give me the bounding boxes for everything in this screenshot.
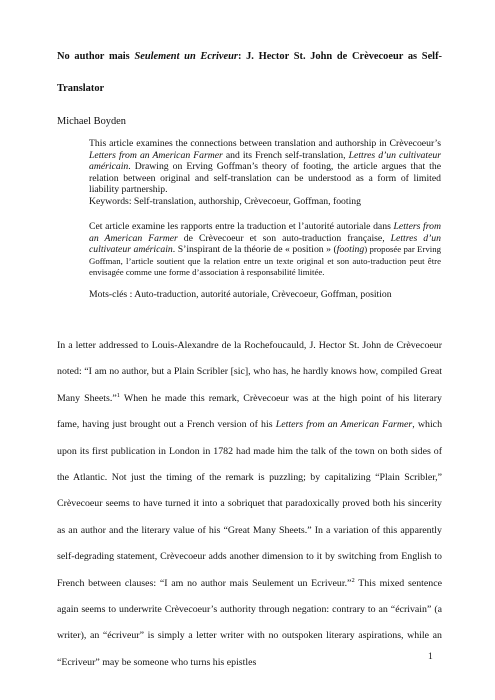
footnote-ref-2[interactable]: 2: [351, 576, 355, 584]
keywords-english: Keywords: Self-translation, authorship, Crèvecoeur, Goffman, footing: [89, 196, 361, 207]
title-line-1: No author mais Seulement un Ecriveur: J. Hector St. John de Crèvecoeur as Self-: [57, 51, 442, 62]
footnote-ref-1[interactable]: 1: [116, 391, 120, 399]
abstract-english: This article examines the connections between translation and authorship in Crèvecoeur’s Letters from an American Farmer and its French self-translation, Lettres d’un cultivateur américain. Drawing on Erving Goffman’s theory of footing, the article argues that the relation between original and self-translation can be understood as a form of limited liability partnership.: [89, 138, 441, 196]
body-paragraph: In a letter addressed to Louis-Alexandre de la Rochefoucauld, J. Hector St. John de Crèvecoeur noted: “I am no author, but a Plain Scribler [sic], who has, he hardly knows how, compiled Great Many Sheets.”$^1$ When he made this remark, Crèvecoeur was at the high point of his literary fame, having just brought out a French version of his Letters from an American Farmer, which upon its first publication in London in 1782 had made him the talk of the town on both sides of the Atlantic. Not just the timing of the remark is puzzling; by capitalizing “Plain Scribler,” Crèvecoeur seems to have turned it into a sobriquet that paradoxically proved both his sincerity as an author and the literary value of his “Great Many Sheets.” In a variation of this apparently self-degrading statement, Crèvecoeur adds another dimension to it by switching from English to French between clauses: “I am no author mais Seulement un Ecriveur.”$^2$ This mixed sentence again seems to underwrite Crèvecoeur’s authority through negation: contrary to an “écrivain” (a writer), an “écriveur” is simply a letter writer with no outspoken literary aspirations, while an “Ecriveur” may be someone who turns his epistles: [57, 340, 443, 668]
abstract-french: Cet article examine les rapports entre la traduction et l’autorité autoriale dans Letters from an American Farmer de Crèvecoeur et son auto-traduction française, Lettres d’un cultivateur américain. S’inspirant de la théorie de « position » (footing) proposée par Erving Goffman, l’article soutient que la relation entre un texte original et son auto-traduction peut être envisagée comme une forme d’association à responsabilité limitée.: [89, 221, 441, 278]
body-text: [57, 333, 442, 676]
title-line-2: Translator: [57, 83, 105, 94]
title-italic: Seulement un Ecriveur: [134, 51, 238, 62]
author-name: Michael Boyden: [57, 116, 126, 127]
page-number: 1: [428, 652, 433, 662]
paper-title: [57, 47, 442, 99]
keywords-french: Mots-clés : Auto-traduction, autorité autoriale, Crèvecoeur, Goffman, position: [89, 289, 392, 300]
